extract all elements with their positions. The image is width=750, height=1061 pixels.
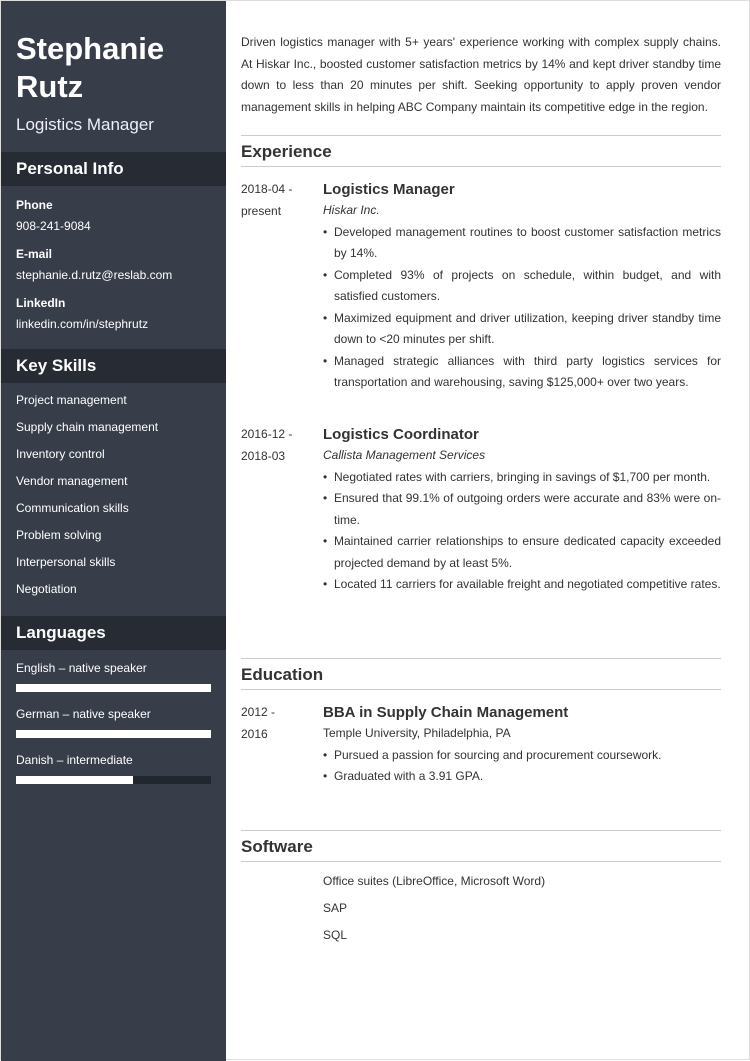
- language-level-fill: [16, 684, 211, 692]
- candidate-title: Logistics Manager: [16, 115, 154, 134]
- key-skills-heading: Key Skills: [1, 349, 226, 383]
- skill-item: Interpersonal skills: [16, 555, 116, 569]
- school: Temple University, Philadelphia, PA: [323, 726, 511, 740]
- education-dates: [241, 702, 311, 745]
- software-item: SAP: [323, 901, 348, 915]
- summary: Driven logistics manager with 5+ years' experience working with complex supply chains. At Hiskar Inc., boosted customer satisfaction metrics by 14% and kept driver standby time down to less than 20 minutes per shift. Seeking opportunity to apply proven vendor management skills in helping ABC Company maintain its competitive edge in the region.: [241, 35, 721, 114]
- education-section: [241, 658, 721, 690]
- language-level-bar: [16, 684, 211, 692]
- start-date: 2016-12 -: [241, 427, 293, 441]
- contact-label: Phone: [16, 198, 53, 212]
- language-level-bar: [16, 730, 211, 738]
- end-date: present: [241, 203, 282, 218]
- end-date: 2018-03: [241, 448, 286, 463]
- skill-item: Project management: [16, 393, 127, 407]
- language-label: English – native speaker: [16, 661, 147, 675]
- job-dates: [241, 424, 311, 467]
- personal-info-heading: Personal Info: [1, 152, 226, 186]
- languages-heading: Languages: [1, 616, 226, 650]
- bullet: • Developed management routines to boost customer satisfaction metrics by 14%.: [323, 222, 721, 265]
- job-body: [323, 179, 721, 394]
- software-heading: Software: [241, 831, 721, 862]
- education-body: [323, 702, 721, 788]
- degree: BBA in Supply Chain Management: [323, 704, 569, 721]
- experience-section: [241, 135, 721, 167]
- job-role: Logistics Coordinator: [323, 426, 479, 443]
- bullet: • Pursued a passion for sourcing and procurement coursework.: [323, 745, 721, 767]
- bullet: • Ensured that 99.1% of outgoing orders were accurate and 83% were on-time.: [323, 488, 721, 531]
- language-level-fill: [16, 730, 211, 738]
- education-heading: Education: [241, 659, 721, 690]
- skill-item: Communication skills: [16, 501, 129, 515]
- bullet: • Maximized equipment and driver utilization, keeping driver standby time down to <20 minutes per shift.: [323, 308, 721, 351]
- job-body: [323, 424, 721, 596]
- language-level-bar: [16, 776, 211, 784]
- job-bullets: [323, 222, 721, 394]
- software-item: SQL: [323, 928, 348, 942]
- bullet: • Graduated with a 3.91 GPA.: [323, 766, 721, 788]
- skill-item: Problem solving: [16, 528, 102, 542]
- skills-list: [1, 383, 226, 603]
- job-dates: [241, 179, 311, 222]
- job-company: Callista Management Services: [323, 448, 486, 462]
- first-name: Stephanie: [16, 31, 165, 66]
- skill-item: Negotiation: [16, 582, 77, 596]
- education-bullets: [323, 745, 721, 788]
- bullet: • Negotiated rates with carriers, bringing in savings of $1,700 per month.: [323, 467, 721, 489]
- contact-label: LinkedIn: [16, 296, 66, 310]
- email-value[interactable]: stephanie.d.rutz@reslab.com: [16, 268, 173, 282]
- languages-list: [1, 661, 226, 784]
- bullet: • Maintained carrier relationships to ensure dedicated capacity exceeded projected demand by at least 5%.: [323, 531, 721, 574]
- start-date: 2012 -: [241, 705, 276, 719]
- candidate-name: [1, 1, 226, 106]
- contact-label: E-mail: [16, 247, 53, 261]
- experience-heading: Experience: [241, 136, 721, 167]
- bullet: • Managed strategic alliances with third party logistics services for transportation and warehousing, saving $125,000+ over two years.: [323, 351, 721, 394]
- linkedin-value[interactable]: linkedin.com/in/stephrutz: [16, 317, 149, 331]
- phone-value: 908-241-9084: [16, 219, 91, 233]
- language-level-fill: [16, 776, 133, 784]
- bullet: • Located 11 carriers for available freight and negotiated competitive rates.: [323, 574, 721, 596]
- start-date: 2018-04 -: [241, 182, 293, 196]
- software-list: [323, 868, 545, 949]
- skill-item: Supply chain management: [16, 420, 159, 434]
- last-name: Rutz: [16, 69, 84, 104]
- skill-item: Inventory control: [16, 447, 105, 461]
- language-label: Danish – intermediate: [16, 753, 133, 767]
- end-date: 2016: [241, 726, 268, 741]
- software-section: [241, 830, 721, 862]
- bullet: • Completed 93% of projects on schedule, within budget, and with satisfied customers.: [323, 265, 721, 308]
- job-role: Logistics Manager: [323, 181, 455, 198]
- sidebar: [1, 1, 226, 1061]
- software-item: Office suites (LibreOffice, Microsoft Word): [323, 874, 546, 888]
- language-label: German – native speaker: [16, 707, 151, 721]
- contacts: [1, 186, 226, 331]
- skill-item: Vendor management: [16, 474, 128, 488]
- job-company: Hiskar Inc.: [323, 203, 380, 217]
- job-bullets: [323, 467, 721, 596]
